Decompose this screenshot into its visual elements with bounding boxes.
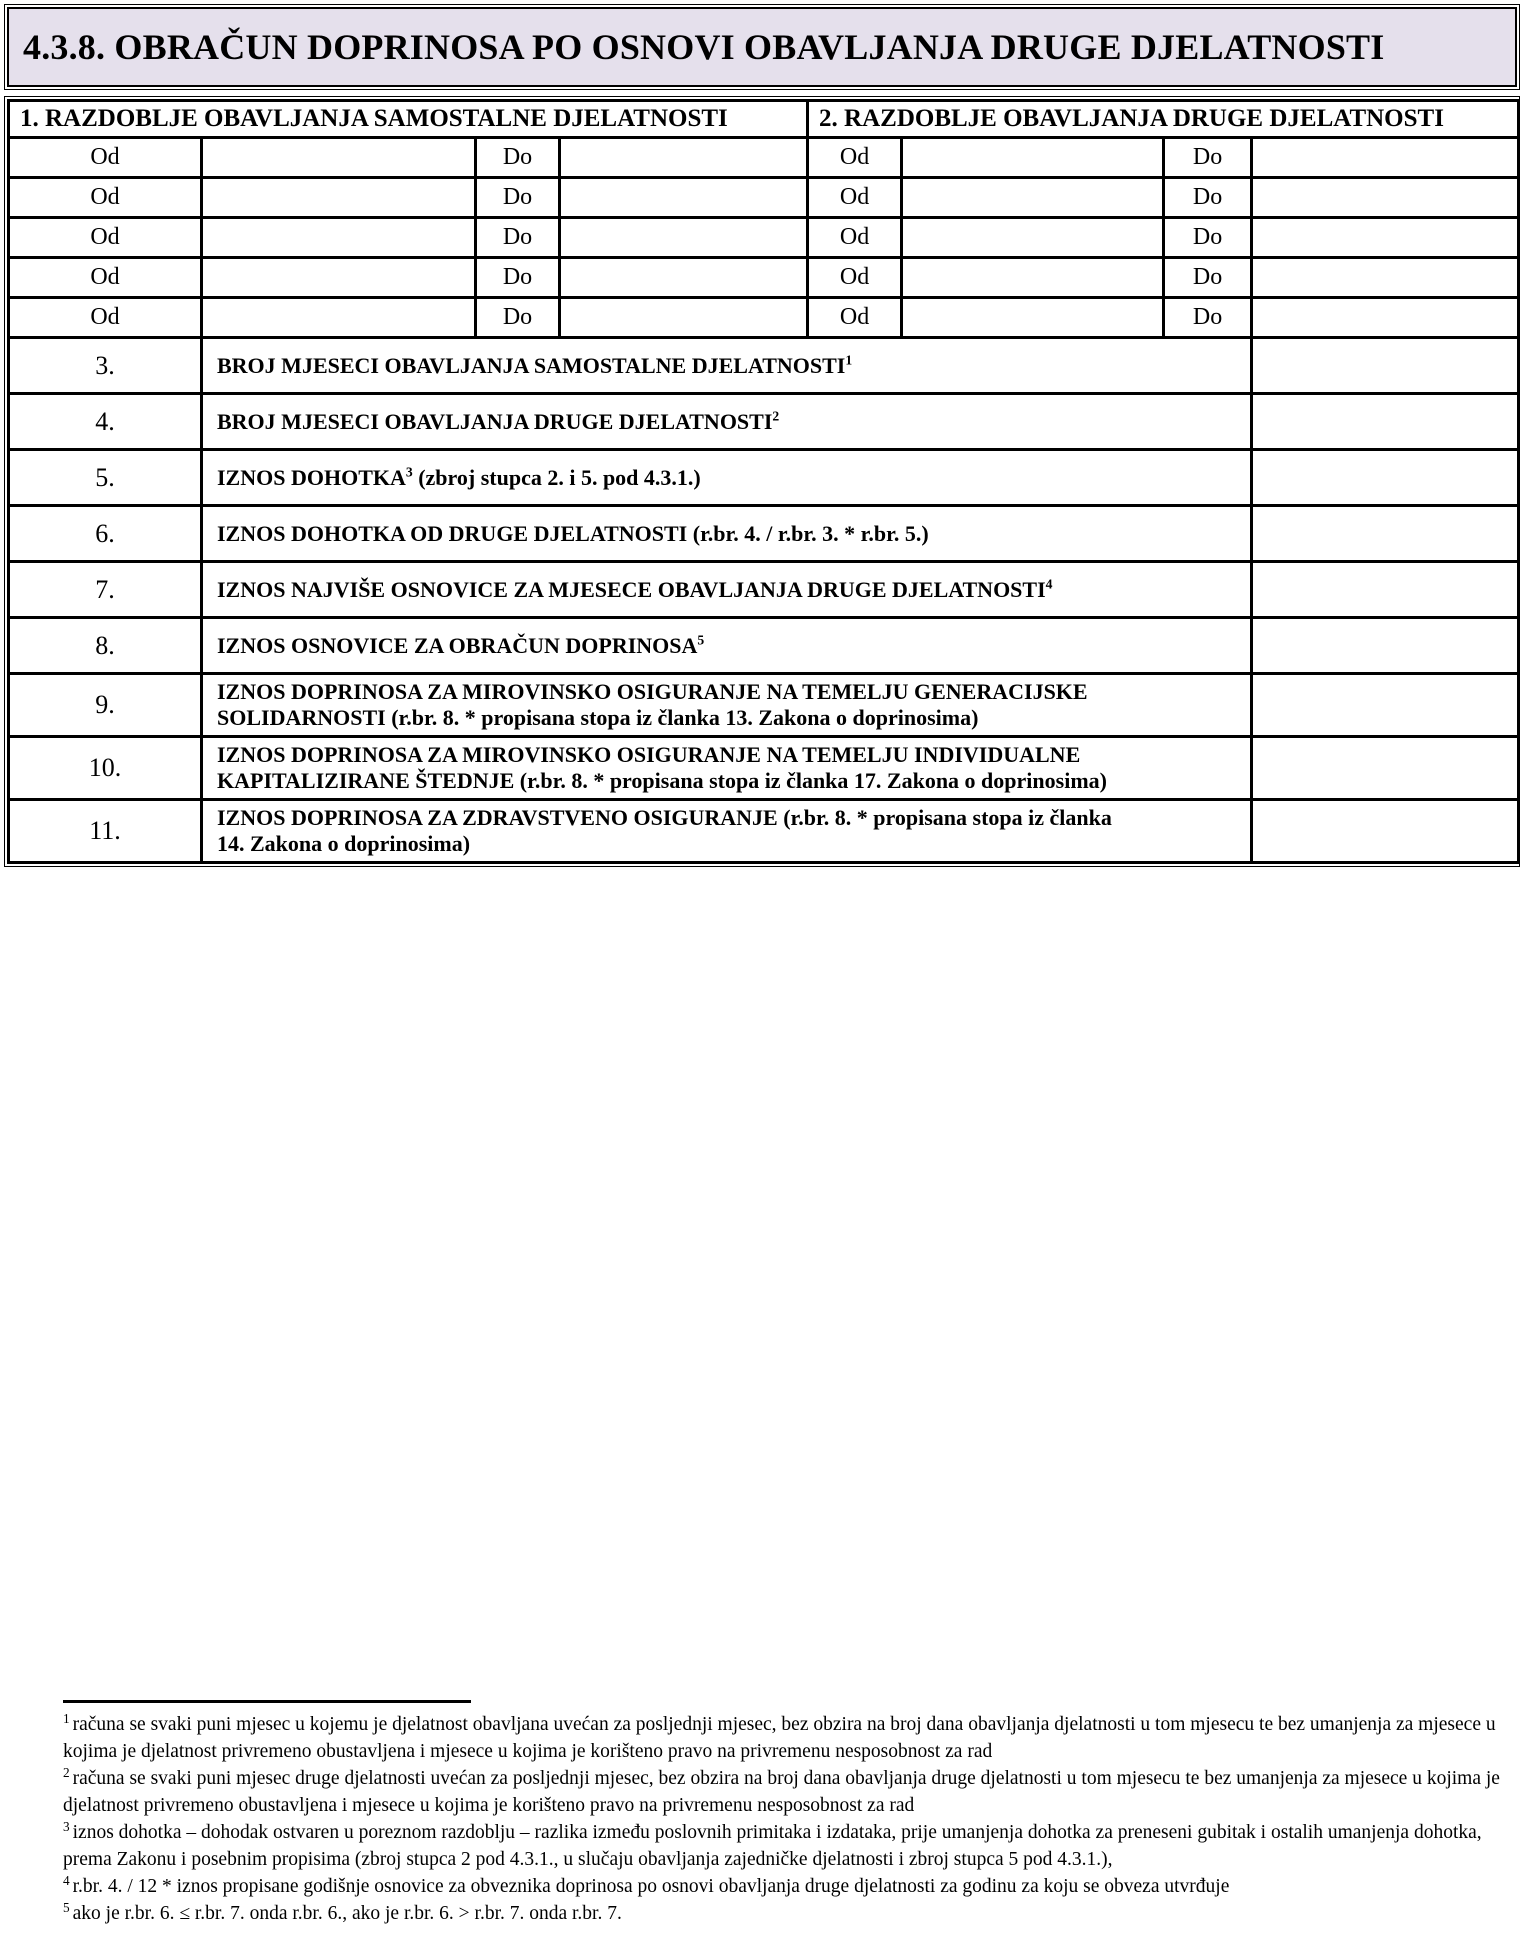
do-label: Do <box>1164 258 1252 298</box>
period2-do-field[interactable] <box>1252 258 1519 298</box>
footnote <box>63 1711 1525 1765</box>
footnote <box>63 1873 1525 1900</box>
row-value-field[interactable] <box>1252 338 1519 394</box>
period1-do-field[interactable] <box>560 218 808 258</box>
row-label: IZNOS DOHOTKA$^3$ (zbroj stupca 2. i 5. pod 4.3.1.) <box>202 450 1252 506</box>
period1-do-field[interactable] <box>560 298 808 338</box>
od-label: Od <box>9 218 202 258</box>
footnote-number: 3 <box>63 1818 70 1834</box>
row-value-field[interactable] <box>1252 800 1519 863</box>
row-number: 11. <box>9 800 202 863</box>
row-value-field[interactable] <box>1252 506 1519 562</box>
footnote-ref: 1 <box>845 352 853 368</box>
period2-od-field[interactable] <box>902 218 1164 258</box>
period2-od-field[interactable] <box>902 258 1164 298</box>
do-label: Do <box>1164 218 1252 258</box>
do-label: Do <box>476 178 560 218</box>
footnote-number: 5 <box>63 1899 70 1915</box>
table-row <box>9 618 1519 674</box>
row-number: 7. <box>9 562 202 618</box>
period2-od-field[interactable] <box>902 138 1164 178</box>
period1-do-field[interactable] <box>560 178 808 218</box>
od-label: Od <box>808 138 902 178</box>
footnote-text: iznos dohotka – dohodak ostvaren u poreznom razdoblju – razlika između poslovnih primitaka i izdataka, prije umanjenja dohotka za preneseni gubitak i ostalih umanjenja dohotka, prema Zakonu i posebnim propisima (zbroj stupca 2 pod 4.3.1., u slučaju obavljanja zajedničke djelatnosti i zbroj stupca 5 pod 4.3.1.), <box>63 1822 1482 1870</box>
od-label: Od <box>9 138 202 178</box>
title-bar <box>4 4 1520 90</box>
od-label: Od <box>9 298 202 338</box>
period2-do-field[interactable] <box>1252 298 1519 338</box>
row-label: IZNOS NAJVIŠE OSNOVICE ZA MJESECE OBAVLJANJA DRUGE DJELATNOSTI$^4$ <box>202 562 1252 618</box>
period-row <box>9 178 1519 218</box>
row-number: 4. <box>9 394 202 450</box>
table-row <box>9 506 1519 562</box>
row-label: IZNOS DOPRINOSA ZA MIROVINSKO OSIGURANJE NA TEMELJU INDIVIDUALNE KAPITALIZIRANE ŠTEDNJE (r.br. 8. * propisana stopa iz članka 17. Zakona o doprinosima) <box>202 737 1252 800</box>
od-label: Od <box>9 258 202 298</box>
period2-do-field[interactable] <box>1252 218 1519 258</box>
contributions-table-frame <box>4 96 1520 867</box>
od-label: Od <box>808 298 902 338</box>
row-number: 10. <box>9 737 202 800</box>
period1-do-field[interactable] <box>560 138 808 178</box>
footnote-number: 2 <box>63 1764 70 1780</box>
section-header-row <box>9 101 1519 138</box>
title-bar-inner <box>7 7 1517 87</box>
row-label: IZNOS DOPRINOSA ZA MIROVINSKO OSIGURANJE NA TEMELJU GENERACIJSKE SOLIDARNOSTI (r.br. 8. * propisana stopa iz članka 13. Zakona o doprinosima) <box>202 674 1252 737</box>
row-value-field[interactable] <box>1252 618 1519 674</box>
period-row <box>9 298 1519 338</box>
footnote-number: 4 <box>63 1872 70 1888</box>
footnote-ref: 5 <box>697 632 705 648</box>
row-value-field[interactable] <box>1252 562 1519 618</box>
row-number: 3. <box>9 338 202 394</box>
table-row <box>9 674 1519 737</box>
period1-do-field[interactable] <box>560 258 808 298</box>
period1-od-field[interactable] <box>202 298 476 338</box>
period1-od-field[interactable] <box>202 258 476 298</box>
period1-od-field[interactable] <box>202 178 476 218</box>
row-value-field[interactable] <box>1252 737 1519 800</box>
row-value-field[interactable] <box>1252 450 1519 506</box>
contributions-table <box>7 99 1520 864</box>
footnote-separator <box>63 1700 471 1703</box>
row-value-field[interactable] <box>1252 394 1519 450</box>
row-value-field[interactable] <box>1252 674 1519 737</box>
do-label: Do <box>1164 138 1252 178</box>
period-row <box>9 138 1519 178</box>
footnote-number: 1 <box>63 1710 70 1726</box>
period2-od-field[interactable] <box>902 178 1164 218</box>
table-row <box>9 737 1519 800</box>
do-label: Do <box>476 138 560 178</box>
footnote-text: r.br. 4. / 12 * iznos propisane godišnje osnovice za obveznika doprinosa po osnovi obavljanja druge djelatnosti za godinu za koju se obveza utvrđuje <box>72 1876 1230 1897</box>
footnotes-section <box>63 1711 1525 1927</box>
period1-od-field[interactable] <box>202 218 476 258</box>
do-label: Do <box>476 258 560 298</box>
footnote-text: ako je r.br. 6. ≤ r.br. 7. onda r.br. 6., ako je r.br. 6. > r.br. 7. onda r.br. 7. <box>72 1903 622 1924</box>
row-label: IZNOS DOHOTKA OD DRUGE DJELATNOSTI (r.br. 4. / r.br. 3. * r.br. 5.) <box>202 506 1252 562</box>
period-row <box>9 258 1519 298</box>
section1-header: 1. RAZDOBLJE OBAVLJANJA SAMOSTALNE DJELATNOSTI <box>9 101 808 138</box>
footnote <box>63 1765 1525 1819</box>
page-title: 4.3.8. OBRAČUN DOPRINOSA PO OSNOVI OBAVLJANJA DRUGE DJELATNOSTI <box>23 27 1385 67</box>
footnote-ref: 3 <box>405 464 413 480</box>
footnote <box>63 1819 1525 1873</box>
row-number: 6. <box>9 506 202 562</box>
row-label: BROJ MJESECI OBAVLJANJA DRUGE DJELATNOSTI$^2$ <box>202 394 1252 450</box>
footnote-ref: 2 <box>772 408 780 424</box>
do-label: Do <box>476 218 560 258</box>
od-label: Od <box>9 178 202 218</box>
footnote-text: računa se svaki puni mjesec druge djelatnosti uvećan za posljednji mjesec, bez obzira na broj dana obavljanja druge djelatnosti u tom mjesecu te bez umanjenja za mjesece u kojima je djelatnost privremeno obustavljena i mjesece u kojima je korišteno pravo na privremenu nesposobnost za rad <box>63 1768 1500 1816</box>
od-label: Od <box>808 258 902 298</box>
row-label: IZNOS OSNOVICE ZA OBRAČUN DOPRINOSA$^5$ <box>202 618 1252 674</box>
row-number: 9. <box>9 674 202 737</box>
od-label: Od <box>808 178 902 218</box>
period2-do-field[interactable] <box>1252 178 1519 218</box>
footnote <box>63 1900 1525 1927</box>
row-label: BROJ MJESECI OBAVLJANJA SAMOSTALNE DJELATNOSTI$^1$ <box>202 338 1252 394</box>
do-label: Do <box>1164 298 1252 338</box>
row-number: 5. <box>9 450 202 506</box>
do-label: Do <box>1164 178 1252 218</box>
od-label: Od <box>808 218 902 258</box>
footnote-text: računa se svaki puni mjesec u kojemu je djelatnost obavljana uvećan za posljednji mjesec, bez obzira na broj dana obavljanja djelatnosti u tom mjesecu te bez umanjenja za mjesece u kojima je djelatnost privremeno obustavljena i mjesece u kojima je korišteno pravo na privremenu nesposobnost za rad <box>63 1714 1496 1762</box>
row-label: IZNOS DOPRINOSA ZA ZDRAVSTVENO OSIGURANJE (r.br. 8. * propisana stopa iz članka 14. Zakona o doprinosima) <box>202 800 1252 863</box>
do-label: Do <box>476 298 560 338</box>
table-row <box>9 338 1519 394</box>
section2-header: 2. RAZDOBLJE OBAVLJANJA DRUGE DJELATNOSTI <box>808 101 1519 138</box>
period2-od-field[interactable] <box>902 298 1164 338</box>
table-row <box>9 562 1519 618</box>
row-number: 8. <box>9 618 202 674</box>
footnote-ref: 4 <box>1045 576 1053 592</box>
table-row <box>9 800 1519 863</box>
table-row <box>9 450 1519 506</box>
table-row <box>9 394 1519 450</box>
period2-do-field[interactable] <box>1252 138 1519 178</box>
period1-od-field[interactable] <box>202 138 476 178</box>
period-row <box>9 218 1519 258</box>
